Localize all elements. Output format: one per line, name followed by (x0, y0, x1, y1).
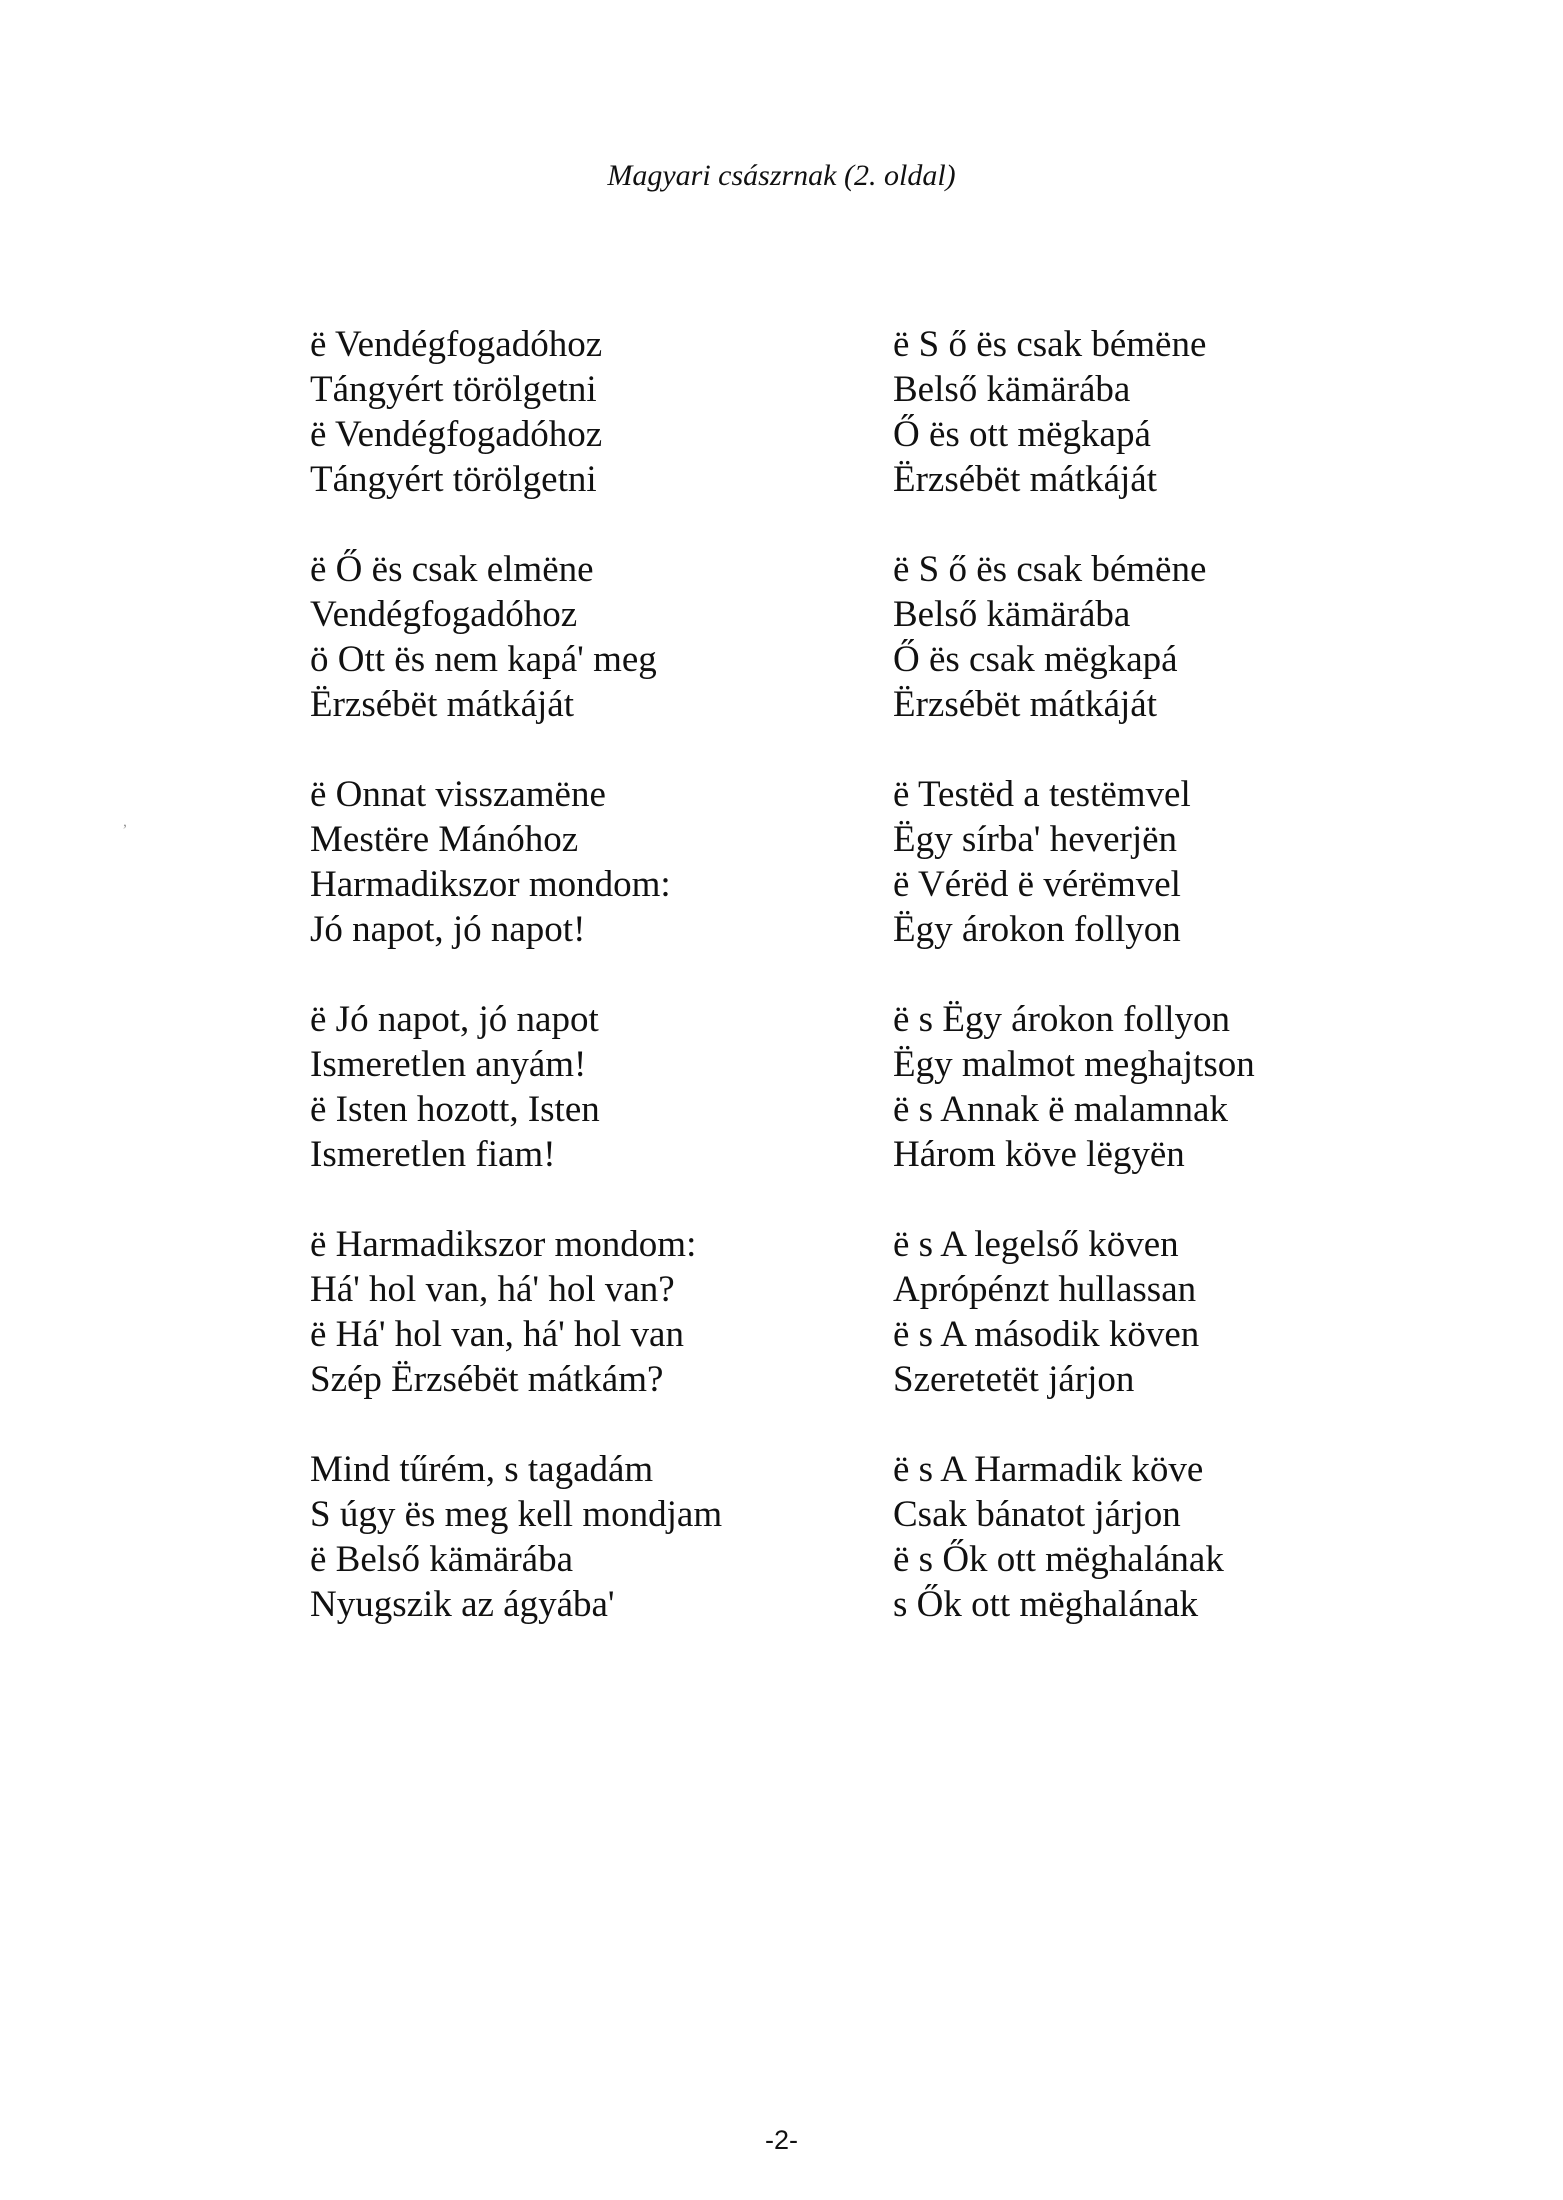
verse-line: ë s A legelső köven (893, 1224, 1179, 1265)
verse-line: ë Jó napot, jó napot (310, 999, 599, 1040)
verse-line: Belső kämärába (893, 369, 1131, 410)
verse-line: Ërzsébët mátkáját (893, 684, 1158, 725)
verse-line: S úgy ës meg kell mondjam (310, 1494, 723, 1535)
verse-line: s Ők ott mëghalának (893, 1584, 1199, 1625)
stanza (893, 322, 1255, 502)
verse-line: ë Vendégfogadóhoz (310, 324, 603, 365)
verse-line: ë Ő ës csak elmëne (310, 549, 594, 590)
verse-line: Harmadikszor mondom: (310, 864, 671, 905)
scan-speck: , (123, 813, 127, 830)
verse-line: Belső kämärába (893, 594, 1131, 635)
stanza (310, 772, 722, 952)
verse-line: ë Onnat visszamëne (310, 774, 606, 815)
verse-line: Csak bánatot járjon (893, 1494, 1181, 1535)
verse-line: Szép Ërzsébët mátkám? (310, 1359, 664, 1400)
stanza (893, 547, 1255, 727)
verse-line: Há' hol van, há' hol van? (310, 1269, 675, 1310)
verse-line: Mestëre Mánóhoz (310, 819, 579, 860)
verse-line: ë s Ők ott mëghalának (893, 1539, 1224, 1580)
verse-line: Ëgy malmot meghajtson (893, 1044, 1255, 1085)
stanza (310, 547, 722, 727)
verse-line: ë S ő ës csak bémëne (893, 549, 1207, 590)
verse-line: Vendégfogadóhoz (310, 594, 578, 635)
verse-line: Ismeretlen anyám! (310, 1044, 587, 1085)
verse-line: ö Ott ës nem kapá' meg (310, 639, 657, 680)
stanza (310, 1447, 722, 1627)
verse-line: ë s Ëgy árokon follyon (893, 999, 1231, 1040)
verse-line: ë Há' hol van, há' hol van (310, 1314, 684, 1355)
verse-line: ë S ő ës csak bémëne (893, 324, 1207, 365)
verse-line: ë Harmadikszor mondom: (310, 1224, 697, 1265)
verse-line: ë Testëd a testëmvel (893, 774, 1191, 815)
poem-column-left (310, 322, 722, 1672)
verse-line: Tángyért törölgetni (310, 459, 597, 500)
page-header: Magyari császrnak (2. oldal) (607, 159, 956, 192)
verse-line: Nyugszik az ágyába' (310, 1584, 615, 1625)
verse-line: Ő ës ott mëgkapá (893, 414, 1151, 455)
verse-line: Aprópénzt hullassan (893, 1269, 1197, 1310)
verse-line: Ismeretlen fiam! (310, 1134, 556, 1175)
verse-line: Szeretetët járjon (893, 1359, 1135, 1400)
stanza (310, 997, 722, 1177)
verse-line: ë Vendégfogadóhoz (310, 414, 603, 455)
stanza (310, 1222, 722, 1402)
verse-line: Ëgy árokon follyon (893, 909, 1181, 950)
verse-line: Ërzsébët mátkáját (893, 459, 1158, 500)
verse-line: ë Vérëd ë vérëmvel (893, 864, 1181, 905)
stanza (893, 1447, 1255, 1627)
verse-line: Ő ës csak mëgkapá (893, 639, 1178, 680)
poem-column-right (893, 322, 1255, 1672)
stanza (893, 772, 1255, 952)
verse-line: ë s A Harmadik köve (893, 1449, 1204, 1490)
verse-line: ë s Annak ë malamnak (893, 1089, 1228, 1130)
verse-line: ë Belső kämärába (310, 1539, 573, 1580)
verse-line: Mind tűrém, s tagadám (310, 1449, 654, 1490)
verse-line: Három köve lëgyën (893, 1134, 1185, 1175)
verse-line: Tángyért törölgetni (310, 369, 597, 410)
stanza (310, 322, 722, 502)
page-number: -2- (765, 2125, 798, 2155)
stanza (893, 997, 1255, 1177)
stanza (893, 1222, 1255, 1402)
verse-line: ë s A második köven (893, 1314, 1200, 1355)
verse-line: Jó napot, jó napot! (310, 909, 586, 950)
verse-line: Ëgy sírba' heverjën (893, 819, 1178, 860)
verse-line: Ërzsébët mátkáját (310, 684, 575, 725)
verse-line: ë Isten hozott, Isten (310, 1089, 600, 1130)
